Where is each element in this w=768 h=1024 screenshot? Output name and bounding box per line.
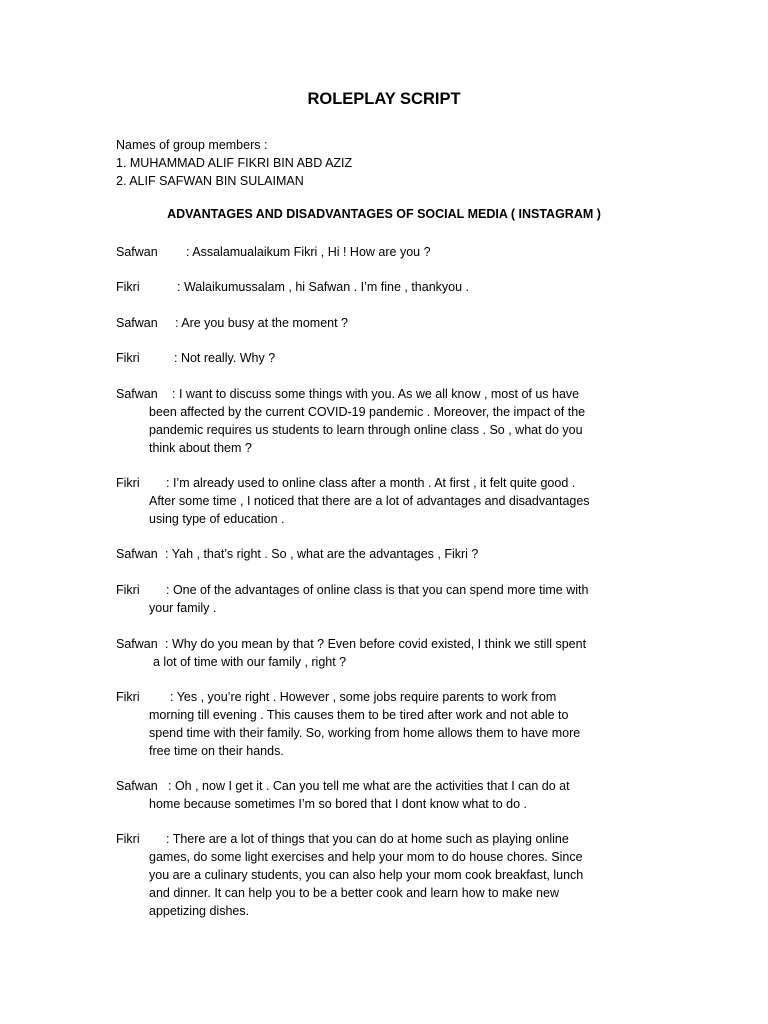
dialogue-line: After some time , I noticed that there are a lot of advantages and disadvantages bbox=[149, 494, 590, 508]
dialogue-turn bbox=[116, 385, 585, 457]
dialogue-line: morning till evening . This causes them to be tired after work and not able to bbox=[149, 708, 569, 722]
dialogue-line: games, do some light exercises and help your mom to do house chores. Since bbox=[149, 850, 583, 864]
dialogue-line: : Assalamualaikum Fikri , Hi ! How are you ? bbox=[186, 245, 431, 259]
dialogue-turn bbox=[116, 777, 570, 813]
member-1: 1. MUHAMMAD ALIF FIKRI BIN ABD AZIZ bbox=[116, 156, 353, 170]
dialogue-turn bbox=[116, 545, 478, 563]
dialogue-line: : Yah , that’s right . So , what are the advantages , Fikri ? bbox=[165, 547, 479, 561]
topic-heading: ADVANTAGES AND DISADVANTAGES OF SOCIAL MEDIA ( INSTAGRAM ) bbox=[167, 207, 601, 221]
dialogue-line: : Oh , now I get it . Can you tell me what are the activities that I can do at bbox=[168, 779, 570, 793]
speaker-name: Fikri bbox=[116, 476, 140, 490]
dialogue-turn bbox=[116, 349, 275, 367]
speaker-name: Safwan bbox=[116, 637, 158, 651]
dialogue-line: : There are a lot of things that you can do at home such as playing online bbox=[166, 832, 569, 846]
dialogue-line: pandemic requires us students to learn through online class . So , what do you bbox=[149, 423, 583, 437]
dialogue-line: : Why do you mean by that ? Even before covid existed, I think we still spent bbox=[165, 637, 587, 651]
dialogue-turn bbox=[116, 278, 469, 296]
dialogue-line: spend time with their family. So, working from home allows them to have more bbox=[149, 726, 581, 740]
dialogue-line: : I’m already used to online class after a month . At first , it felt quite good . bbox=[166, 476, 576, 490]
speaker-name: Safwan bbox=[116, 245, 158, 259]
dialogue-line: been affected by the current COVID-19 pandemic . Moreover, the impact of the bbox=[149, 405, 586, 419]
group-members bbox=[116, 136, 352, 190]
dialogue-turn bbox=[116, 688, 580, 760]
dialogue-line: appetizing dishes. bbox=[149, 904, 250, 918]
dialogue-line: free time on their hands. bbox=[149, 744, 284, 758]
dialogue-turn bbox=[116, 581, 588, 617]
dialogue-turn bbox=[116, 314, 348, 332]
dialogue-line: a lot of time with our family , right ? bbox=[153, 655, 347, 669]
dialogue-line: : Are you busy at the moment ? bbox=[175, 316, 349, 330]
speaker-name: Fikri bbox=[116, 583, 140, 597]
dialogue-line: your family . bbox=[149, 601, 217, 615]
page-title: ROLEPLAY SCRIPT bbox=[307, 90, 461, 108]
dialogue-line: think about them ? bbox=[149, 441, 252, 455]
speaker-name: Fikri bbox=[116, 832, 140, 846]
dialogue-turn bbox=[116, 830, 583, 920]
dialogue-line: : Walaikumussalam , hi Safwan . I’m fine , thankyou . bbox=[177, 280, 470, 294]
dialogue-line: and dinner. It can help you to be a better cook and learn how to make new bbox=[149, 886, 559, 900]
dialogue-line: you are a culinary students, you can also help your mom cook breakfast, lunch bbox=[149, 868, 584, 882]
dialogue-line: : Not really. Why ? bbox=[174, 351, 276, 365]
speaker-name: Safwan bbox=[116, 547, 158, 561]
dialogue-line: : One of the advantages of online class is that you can spend more time with bbox=[166, 583, 589, 597]
dialogue-line: : Yes , you’re right . However , some jobs require parents to work from bbox=[170, 690, 557, 704]
dialogue-line: : I want to discuss some things with you. As we all know , most of us have bbox=[172, 387, 580, 401]
speaker-name: Safwan bbox=[116, 387, 158, 401]
dialogue-turn bbox=[116, 243, 431, 261]
speaker-name: Fikri bbox=[116, 690, 140, 704]
dialogue-line: using type of education . bbox=[149, 512, 285, 526]
speaker-name: Safwan bbox=[116, 779, 158, 793]
dialogue-turn bbox=[116, 474, 590, 528]
speaker-name: Fikri bbox=[116, 280, 140, 294]
dialogue-turn bbox=[116, 635, 586, 671]
dialogue-line: home because sometimes I’m so bored that I dont know what to do . bbox=[149, 797, 527, 811]
speaker-name: Fikri bbox=[116, 351, 140, 365]
speaker-name: Safwan bbox=[116, 316, 158, 330]
member-2: 2. ALIF SAFWAN BIN SULAIMAN bbox=[116, 174, 304, 188]
members-heading: Names of group members : bbox=[116, 138, 268, 152]
